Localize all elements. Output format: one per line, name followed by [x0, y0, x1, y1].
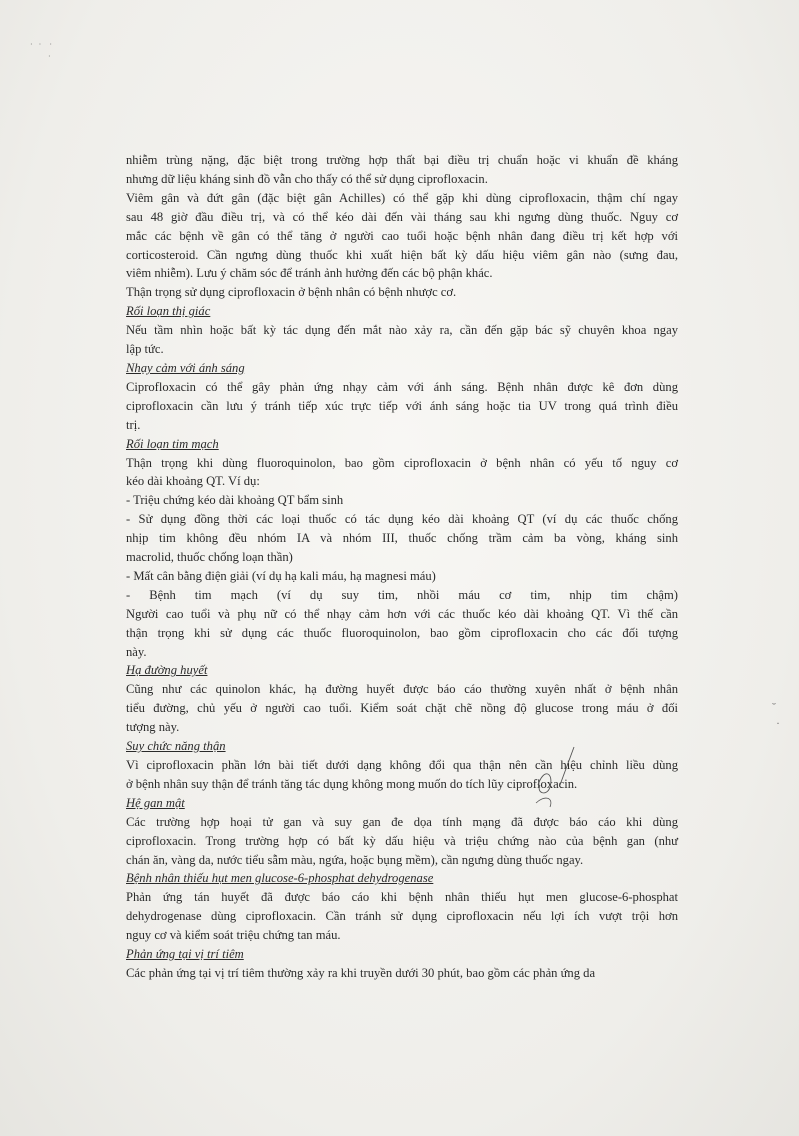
text-line: Thận trọng khi dùng fluoroquinolon, bao gồm ciprofloxacin ở bệnh nhân có yếu tố nguy cơ [126, 455, 678, 470]
scan-speck: · [48, 52, 51, 61]
section-heading: Nhạy cảm với ánh sáng [126, 360, 245, 375]
text-line: trị. [126, 417, 141, 432]
text-line: Nếu tầm nhìn hoặc bất kỳ tác dụng đến mắt nào xảy ra, cần đến gặp bác sỹ chuyên khoa ngay [126, 323, 678, 338]
text-line: ciprofloxacin. Trong trường hợp có bất kỳ dấu hiệu và triệu chứng nào của bệnh gan (như [126, 833, 678, 848]
text-line: nhưng dữ liệu kháng sinh đồ vẫn cho thấy có thể sử dụng ciprofloxacin. [126, 171, 488, 186]
paragraph [126, 189, 678, 284]
text-line: tượng này. [126, 720, 180, 735]
paragraph [126, 680, 678, 737]
text-line: - Bệnh tim mạch (ví dụ suy tim, nhồi máu cơ tim, nhịp tim chậm) [126, 587, 678, 602]
paragraph [126, 283, 678, 302]
section-heading: Bệnh nhân thiếu hụt men glucose-6-phosphat dehydrogenase [126, 871, 434, 886]
paragraph [126, 321, 678, 359]
text-line: chán ăn, vàng da, nước tiểu sẫm màu, ngứa, hoặc bụng mềm), cần ngưng dùng thuốc ngay. [126, 852, 584, 867]
text-line: Người cao tuổi và phụ nữ có thể nhạy cảm hơn với các thuốc kéo dài khoảng QT. Vì thế cần [126, 606, 678, 621]
text-line: - Mất cân bằng điện giải (ví dụ hạ kali máu, hạ magnesi máu) [126, 568, 436, 583]
section-heading: Phản ứng tại vị trí tiêm [126, 947, 244, 962]
document-body [126, 151, 678, 983]
text-line: kéo dài khoảng QT. Ví dụ: [126, 474, 260, 489]
section-heading: Suy chức năng thận [126, 739, 226, 754]
paragraph [126, 813, 678, 870]
text-line: viêm nhiễm). Lưu ý chăm sóc để tránh ảnh hưởng đến các bộ phận khác. [126, 266, 493, 281]
text-line: sau 48 giờ đầu điều trị, và có thể kéo dài đến vài tháng sau khi ngưng dùng thuốc. Nguy cơ [126, 209, 678, 224]
margin-mark: ˘ [772, 700, 776, 714]
text-line: ở bệnh nhân suy thận để tránh tăng tác dụng không mong muốn do tích lũy ciprofloxacin. [126, 776, 578, 791]
text-line: Vì ciprofloxacin phần lớn bài tiết dưới dạng không đổi qua thận nên cần hiệu chỉnh liều dùng [126, 758, 678, 772]
text-line: Phản ứng tán huyết đã được báo cáo khi bệnh nhân thiếu hụt men glucose-6-phosphat [126, 890, 678, 905]
paragraph [126, 888, 678, 945]
text-line: - Triệu chứng kéo dài khoảng QT bẩm sinh [126, 493, 344, 508]
section-heading: Hạ đường huyết [126, 663, 208, 678]
scan-specks: · · · [30, 40, 52, 49]
text-line: Ciprofloxacin có thể gây phản ứng nhạy cảm với ánh sáng. Bệnh nhân được kê đơn dùng [126, 379, 678, 394]
text-line: Cũng như các quinolon khác, hạ đường huyết được báo cáo thường xuyên nhất ở bệnh nhân [126, 682, 678, 697]
text-line: ciprofloxacin cần lưu ý tránh tiếp xúc trực tiếp với ánh sáng hoặc tia UV trong quá trình điều [126, 398, 678, 413]
paragraph [126, 378, 678, 435]
text-line: nhịp tim không đều nhóm IA và nhóm III, thuốc chống trầm cảm ba vòng, kháng sinh [126, 531, 678, 546]
text-line: macrolid, thuốc chống loạn thần) [126, 550, 293, 565]
text-line: nguy cơ và kiểm soát triệu chứng tan máu. [126, 928, 341, 943]
paragraph [126, 756, 678, 794]
section-heading: Hệ gan mật [126, 795, 185, 810]
text-line: Viêm gân và đứt gân (đặc biệt gân Achilles) có thể gặp khi dùng ciprofloxacin, thậm chí ngay [126, 190, 678, 205]
text-line: nhiễm trùng nặng, đặc biệt trong trường hợp thất bại điều trị chuẩn hoặc vi khuẩn đề kháng [126, 153, 678, 167]
text-line: Thận trọng sử dụng ciprofloxacin ở bệnh nhân có bệnh nhược cơ. [126, 285, 457, 300]
text-line: mắc các bệnh về gân có thể tăng ở người cao tuổi hoặc bệnh nhân đang điều trị kết hợp với [126, 228, 678, 243]
paragraph [126, 964, 678, 983]
text-line: này. [126, 644, 147, 659]
text-line: corticosteroid. Cần ngưng dùng thuốc khi xuất hiện bất kỳ dấu hiệu viêm gân nào (sưng đau, [126, 247, 678, 262]
paragraph [126, 151, 678, 189]
text-line: lập tức. [126, 342, 164, 357]
text-line: Các trường hợp hoại tử gan và suy gan đe dọa tính mạng đã được báo cáo khi dùng [126, 814, 678, 829]
section-heading: Rối loạn thị giác [126, 304, 211, 319]
text-line: - Sử dụng đồng thời các loại thuốc có tác dụng kéo dài khoảng QT (ví dụ các thuốc chống [126, 512, 678, 527]
text-line: dehydrogenase dùng ciprofloxacin. Cần tránh sử dụng ciprofloxacin nếu lợi ích vượt trội hơn [126, 909, 678, 924]
text-line: Các phản ứng tại vị trí tiêm thường xảy ra khi truyền dưới 30 phút, bao gồm các phản ứng da [126, 965, 596, 980]
text-line: tiểu đường, chủ yếu ở người cao tuổi. Kiểm soát chặt chẽ nồng độ glucose trong máu ở đối [126, 701, 678, 716]
margin-mark: · [776, 716, 780, 730]
paragraph [126, 454, 678, 662]
section-heading: Rối loạn tim mạch [126, 436, 219, 451]
text-line: thận trọng khi sử dụng các thuốc fluoroquinolon, bao gồm ciprofloxacin cho các đối tượng [126, 625, 678, 640]
